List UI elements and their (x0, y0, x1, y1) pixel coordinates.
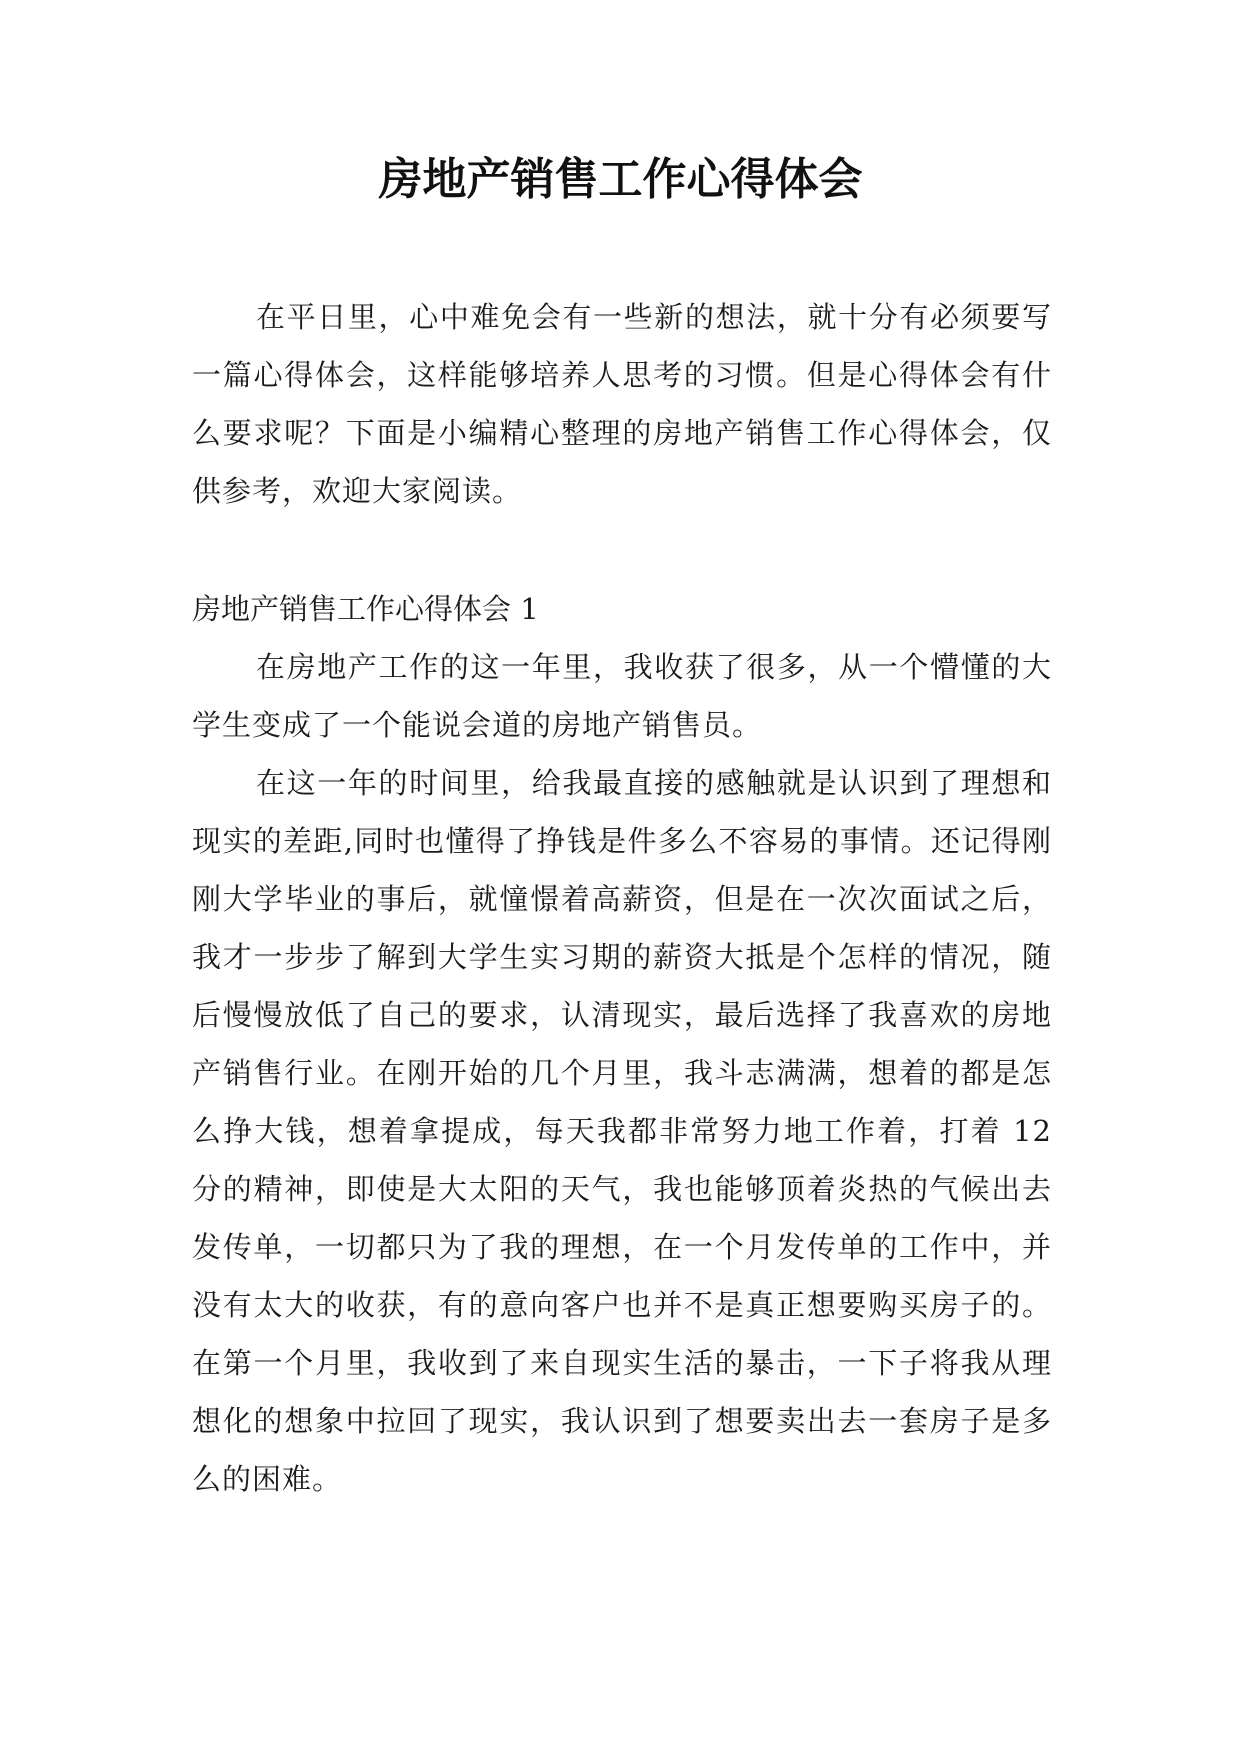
document-title: 房地产销售工作心得体会 (378, 154, 863, 205)
section-paragraph: 在这一年的时间里，给我最直接的感触就是认识到了理想和现实的差距,同时也懂得了挣钱是件多么不容易的事情。还记得刚刚大学毕业的事后，就憧憬着高薪资，但是在一次次面试之后，我才一步步了解到大学生实习期的薪资大抵是个怎样的情况，随后慢慢放低了自己的要求，认清现实，最后选择了我喜欢的房地产销售行业。在刚开始的几个月里，我斗志满满，想着的都是怎么挣大钱，想着拿提成，每天我都非常努力地工作着，打着 12 分的精神，即使是大太阳的天气，我也能够顶着炎热的气候出去发传单，一切都只为了我的理想，在一个月发传单的工作中，并没有太大的收获，有的意向客户也并不是真正想要购买房子的。在第一个月里，我收到了来自现实生活的暴击，一下子将我从理想化的想象中拉回了现实，我认识到了想要卖出去一套房子是多么的困难。 (192, 766, 1052, 1496)
section-heading: 房地产销售工作心得体会 1 (192, 592, 539, 626)
section-paragraph: 在房地产工作的这一年里，我收获了很多，从一个懵懂的大学生变成了一个能说会道的房地产销售员。 (192, 650, 1052, 742)
intro-paragraph: 在平日里，心中难免会有一些新的想法，就十分有必须要写一篇心得体会，这样能够培养人思考的习惯。但是心得体会有什么要求呢？下面是小编精心整理的房地产销售工作心得体会，仅供参考，欢迎大家阅读。 (192, 300, 1052, 508)
